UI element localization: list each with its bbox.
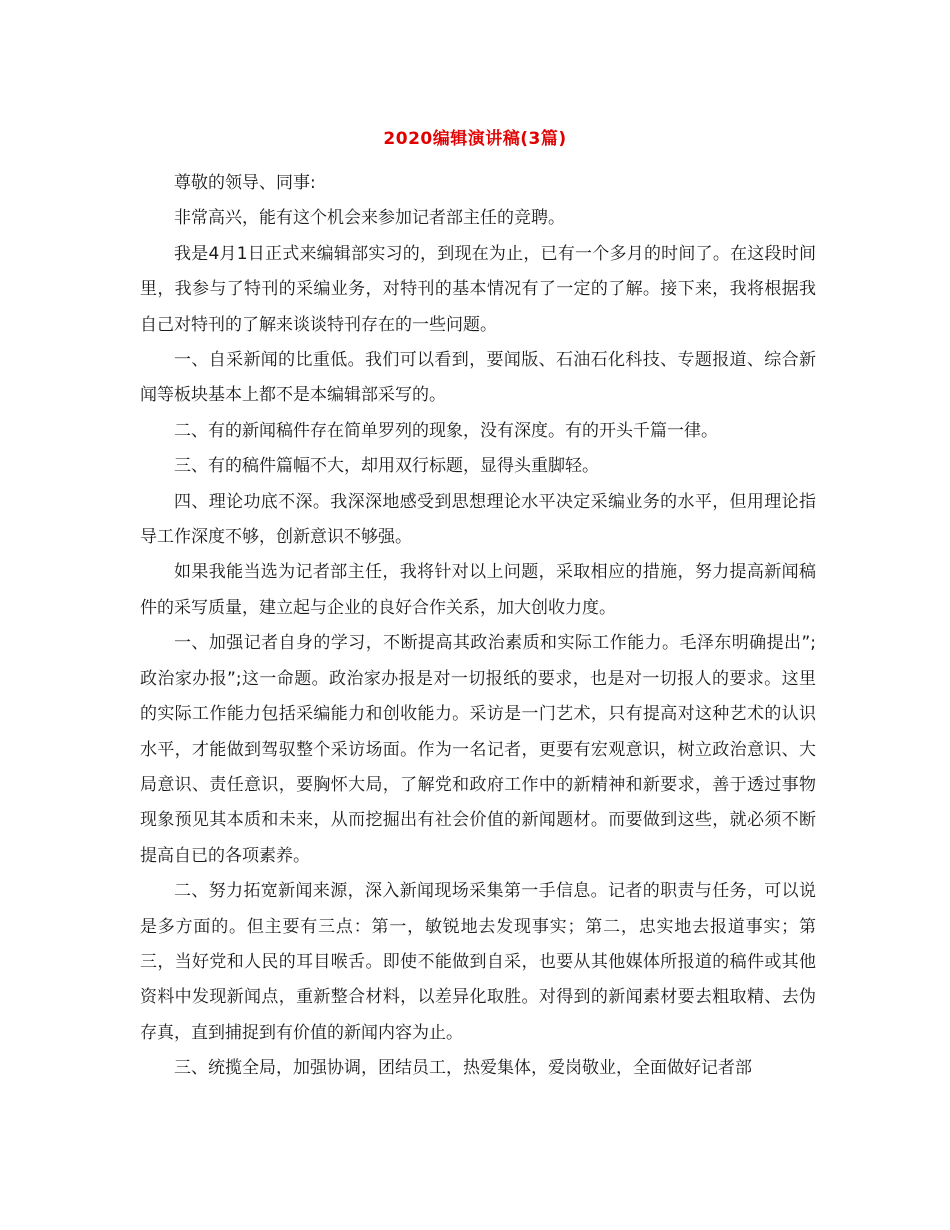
paragraph: 四、理论功底不深。我深深地感受到思想理论水平决定采编业务的水平，但用理论指导工作深度不够，创新意识不够强。 bbox=[140, 491, 816, 548]
document-body bbox=[140, 166, 816, 1087]
paragraph: 二、努力拓宽新闻来源，深入新闻现场采集第一手信息。记者的职责与任务，可以说是多方面的。但主要有三点：第一，敏锐地去发现事实；第二，忠实地去报道事实；第三，当好党和人民的耳目喉舌。即使不能做到自采，也要从其他媒体所报道的稿件或其他资料中发现新闻点，重新整合材料，以差异化取胜。对得到的新闻素材要去粗取精、去伪存真，直到捕捉到有价值的新闻内容为止。 bbox=[140, 881, 816, 1043]
paragraph: 尊敬的领导、同事: bbox=[174, 173, 316, 193]
paragraph: 三、有的稿件篇幅不大，却用双行标题，显得头重脚轻。 bbox=[174, 456, 599, 477]
paragraph: 非常高兴，能有这个机会来参加记者部主任的竞聘。 bbox=[174, 208, 565, 229]
paragraph: 三、统揽全局，加强协调，团结员工，热爱集体，爱岗敬业，全面做好记者部 bbox=[174, 1058, 752, 1079]
paragraph: 一、自采新闻的比重低。我们可以看到，要闻版、石油石化科技、专题报道、综合新闻等板块基本上都不是本编辑部采写的。 bbox=[140, 350, 816, 406]
paragraph: 二、有的新闻稿件存在简单罗列的现象，没有深度。有的开头千篇一律。 bbox=[174, 420, 718, 441]
paragraph: 一、加强记者自身的学习，不断提高其政治素质和实际工作能力。毛泽东明确提出”;政治家办报”;这一命题。政治家办报是对一切报纸的要求，也是对一切报人的要求。这里的实际工作能力包括采编能力和创收能力。采访是一门艺术，只有提高对这种艺术的认识水平，才能做到驾驭整个采访场面。作为一名记者，更要有宏观意识，树立政治意识、大局意识、责任意识，要胸怀大局，了解党和政府工作中的新精神和新要求，善于透过事物现象预见其本质和未来，从而挖掘出有社会价值的新闻题材。而要做到这些，就必须不断提高自已的各项素养。 bbox=[140, 633, 816, 866]
document-title: 2020编辑演讲稿(3篇) bbox=[383, 129, 567, 149]
paragraph: 如果我能当选为记者部主任，我将针对以上问题，采取相应的措施，努力提高新闻稿件的采写质量，建立起与企业的良好合作关系，加大创收力度。 bbox=[140, 562, 816, 618]
paragraph: 我是4月1日正式来编辑部实习的，到现在为止，已有一个多月的时间了。在这段时间里，我参与了特刊的采编业务，对特刊的基本情况有了一定的了解。接下来，我将根据我自己对特刊的了解来谈谈特刊存在的一些问题。 bbox=[140, 243, 816, 335]
